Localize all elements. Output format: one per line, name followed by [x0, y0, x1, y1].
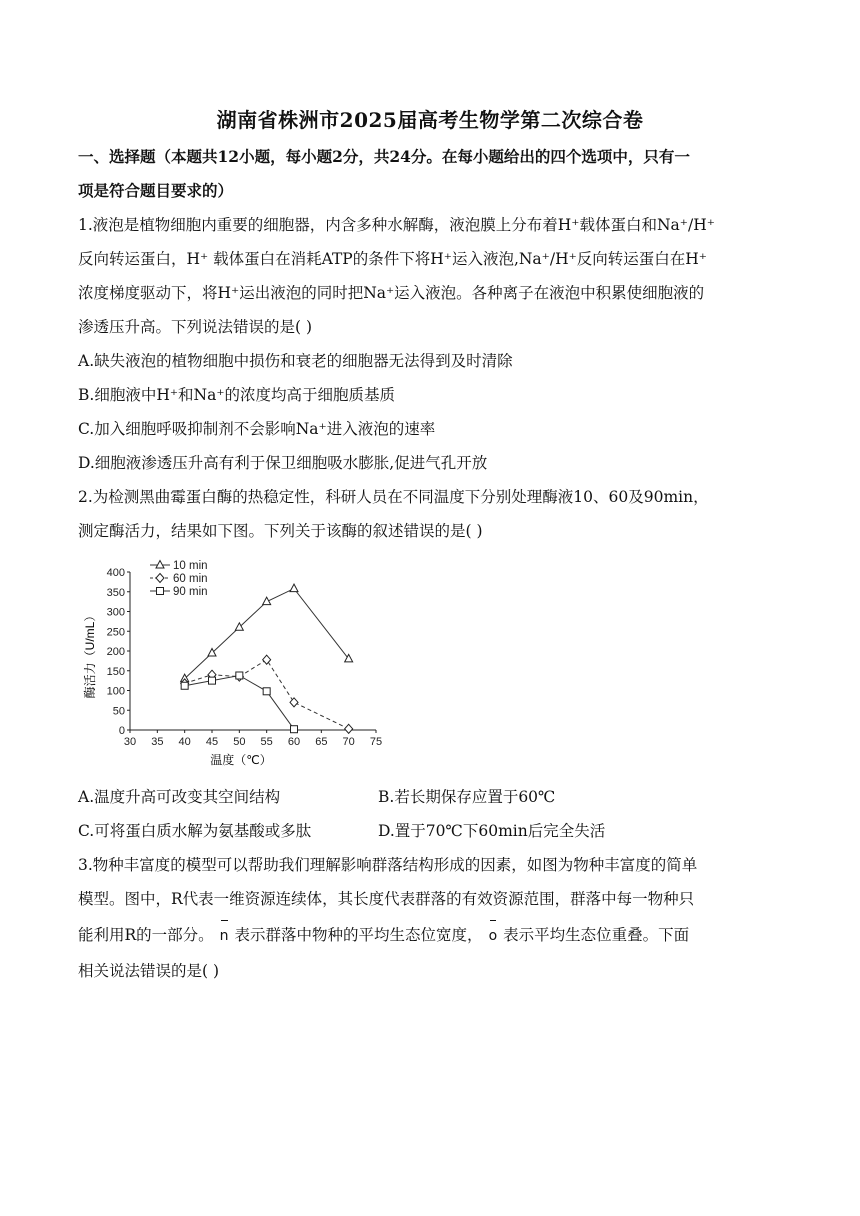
q2-stem-line2: 测定酶活力，结果如下图。下列关于该酶的叙述错误的是( ) [78, 522, 483, 540]
legend-marker-90-min [157, 588, 164, 595]
legend-label-60-min: 60 min [173, 573, 208, 585]
x-tick-label: 50 [233, 736, 246, 748]
section-heading-line2: 项是符合题目要求的） [78, 181, 234, 200]
q1-stem-line4: 渗透压升高。下列说法错误的是( ) [78, 318, 313, 336]
q3-stem-line3 [78, 918, 786, 953]
q1-option-c: C.加入细胞呼吸抑制剂不会影响Na⁺进入液泡的速率 [78, 420, 436, 438]
x-tick-label: 65 [315, 736, 328, 748]
chart-legend [150, 560, 208, 598]
x-tick-label: 75 [369, 736, 383, 748]
y-tick-label: 350 [106, 586, 125, 599]
q1-stem-line2: 反向转运蛋白，H⁺ 载体蛋白在消耗ATP的条件下将H⁺运入液泡,Na⁺/H⁺反向转运蛋白在H⁺ [78, 250, 707, 268]
q2-option-a: A.温度升高可改变其空间结构 [78, 788, 281, 806]
data-point-90-min [263, 688, 270, 695]
data-point-90-min [236, 672, 243, 679]
q3-stem-line3-part3: 表示平均生态位重叠。下面 [503, 926, 690, 944]
q3-stem-line2: 模型。图中，R代表一维资源连续体，其长度代表群落的有效资源范围，群落中每一物种只 [78, 890, 695, 908]
x-tick-label: 30 [123, 736, 137, 748]
q2-option-b: B.若长期保存应置于60℃ [378, 788, 556, 806]
page-title: 湖南省株洲市2025届高考生物学第二次综合卷 [216, 108, 644, 132]
q2-options-row2 [78, 814, 786, 848]
q3-stem-line4: 相关说法错误的是( ) [78, 962, 220, 980]
data-point-90-min [291, 726, 298, 733]
x-tick-label: 55 [260, 736, 273, 748]
series-line-90-min [185, 675, 294, 729]
q2-options-row1 [78, 780, 786, 814]
chart-series [181, 584, 353, 733]
data-point-60-min [290, 698, 298, 707]
x-tick-label: 45 [205, 736, 219, 748]
y-tick-label: 100 [106, 685, 125, 698]
enzyme-activity-chart [80, 556, 400, 776]
legend-marker-10-min [156, 561, 164, 569]
q2-option-c: C.可将蛋白质水解为氨基酸或多肽 [78, 822, 312, 840]
x-tick-label: 40 [178, 736, 191, 748]
y-tick-label: 200 [106, 646, 125, 658]
x-tick-label: 70 [342, 736, 355, 748]
x-tick-label: 60 [287, 736, 301, 748]
y-tick-label: 50 [112, 705, 125, 718]
data-point-60-min [263, 655, 271, 664]
legend-label-10-min: 10 min [173, 560, 208, 572]
q3-stem-line3-part1: 能利用R的一部分。 [78, 926, 214, 944]
q2-option-d: D.置于70℃下60min后完全失活 [378, 822, 606, 840]
q1-option-a: A.缺失液泡的植物细胞中损伤和衰老的细胞器无法得到及时清除 [78, 352, 513, 370]
data-point-60-min [345, 724, 353, 733]
data-point-10-min [208, 648, 216, 656]
q1-option-b: B.细胞液中H⁺和Na⁺的浓度均高于细胞质基质 [78, 386, 396, 404]
data-point-10-min [263, 597, 271, 605]
data-point-90-min [209, 677, 216, 684]
section-heading-line1: 一、选择题（本题共12小题，每小题2分，共24分。在每小题给出的四个选项中，只有一 [78, 147, 690, 166]
q1-option-d: D.细胞液渗透压升高有利于保卫细胞吸水膨胀,促进气孔开放 [78, 454, 488, 472]
q2-stem-line1: 2.为检测黑曲霉蛋白酶的热稳定性，科研人员在不同温度下分别处理酶液10、60及90min， [78, 488, 709, 506]
data-point-90-min [181, 682, 188, 689]
chart-axes [107, 567, 382, 748]
q3-stem-line3-part2: 表示群落中物种的平均生态位宽度， [234, 926, 483, 944]
o-bar-symbol: o [489, 919, 498, 953]
y-tick-label: 250 [106, 626, 125, 639]
legend-marker-60-min [156, 574, 164, 583]
y-tick-label: 150 [106, 665, 125, 678]
n-bar-symbol: n [220, 919, 229, 953]
q1-stem-line1: 1.液泡是植物细胞内重要的细胞器，内含多种水解酶，液泡膜上分布着H⁺载体蛋白和Na⁺/H⁺ [78, 216, 715, 234]
y-tick-label: 400 [106, 567, 125, 579]
q1-stem-line3: 浓度梯度驱动下，将H⁺运出液泡的同时把Na⁺运入液泡。各种离子在液泡中积累使细胞液的 [78, 284, 705, 302]
x-tick-label: 35 [151, 736, 164, 748]
data-point-10-min [290, 584, 298, 592]
chart-y-axis-label: 酶活力（U/mL） [83, 609, 97, 699]
legend-label-90-min: 90 min [173, 586, 208, 598]
data-point-10-min [235, 623, 243, 631]
y-tick-label: 300 [106, 606, 125, 619]
q3-stem-line1: 3.物种丰富度的模型可以帮助我们理解影响群落结构形成的因素，如图为物种丰富度的简单 [78, 856, 698, 874]
y-tick-label: 0 [118, 725, 125, 737]
chart-x-axis-label: 温度（℃） [210, 753, 272, 767]
